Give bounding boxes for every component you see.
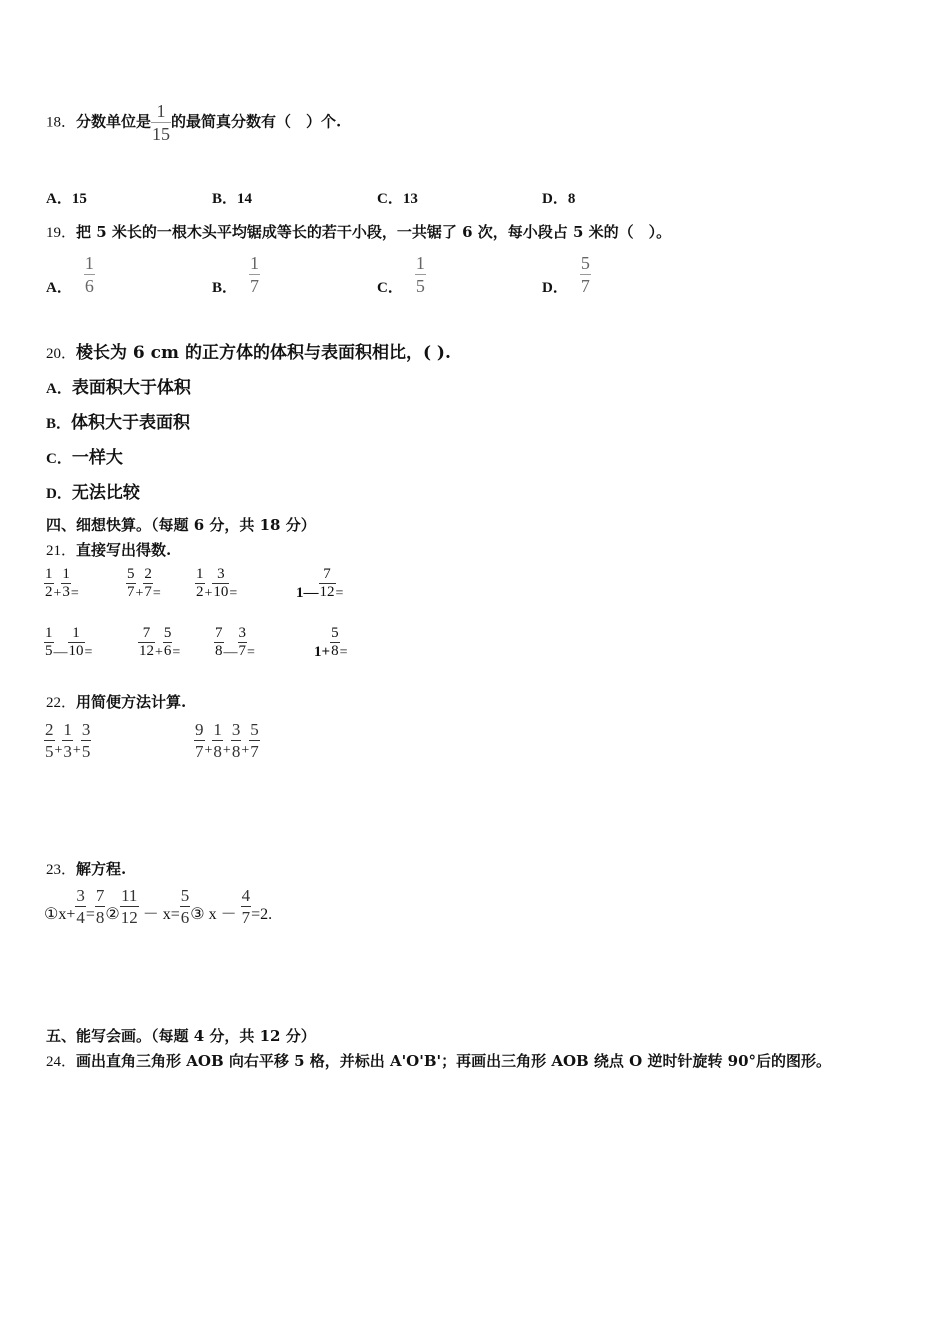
question-21 [46, 539, 171, 560]
q23-equations: ①x+ $\frac{3}{4}$ = $\frac{7}{8}$ ② $\frac{11}{12}$ － x= $\frac{5}{6}$ ③ x － $\frac{4}{7}$ =2. [44, 886, 273, 927]
question-number: 22． [46, 695, 77, 711]
question-text-after: 的最简真分数有（ ）个. [171, 112, 342, 131]
q20-option-b[interactable]: B．体积大于表面积 [46, 413, 191, 433]
q19-option-a[interactable]: A． $\frac{1}{6}$ [46, 253, 94, 296]
question-text: 棱长为 6 cm 的正方体的体积与表面积相比，( ). [76, 343, 451, 363]
circled-3: ③ [190, 906, 205, 924]
q19-option-c[interactable]: C． $\frac{1}{5}$ [377, 253, 425, 296]
question-24 [46, 1050, 831, 1071]
q21-expr-1: $\frac{1}{2}$ + $\frac{1}{3}$ = [45, 566, 79, 601]
q18-option-b[interactable]: B．14 [212, 191, 253, 207]
q18-option-c[interactable]: C．13 [377, 191, 418, 207]
q21-expr-5: $\frac{1}{5}$ — $\frac{1}{10}$ = [45, 625, 93, 660]
question-number: 19． [46, 225, 77, 241]
section-4-title: 四、细想快算。（每题 6 分，共 18 分） [46, 516, 316, 534]
question-text: 直接写出得数. [76, 541, 172, 559]
question-text: 用简便方法计算. [76, 693, 187, 711]
question-number: 21． [46, 543, 77, 559]
q18-option-a[interactable]: A．15 [46, 191, 87, 207]
question-text: 画出直角三角形 AOB 向右平移 5 格，并标出 A'O'B'；再画出三角形 AOB 绕点 O 逆时针旋转 90°后的图形。 [76, 1052, 832, 1070]
question-number: 18． [46, 114, 77, 131]
q22-expr-1: $\frac{2}{5}$ + $\frac{1}{3}$ + $\frac{3}{5}$ [45, 720, 91, 761]
q20-option-d[interactable]: D．无法比较 [46, 483, 140, 503]
circled-1: ① [44, 906, 59, 924]
question-18 [46, 102, 341, 143]
fraction: $\frac{1}{7}$ [250, 253, 260, 296]
fraction: $\frac{5}{7}$ [580, 253, 590, 296]
q19-option-b[interactable]: B． $\frac{1}{7}$ [212, 253, 260, 296]
fraction: $\frac{1}{5}$ [415, 253, 425, 296]
question-22 [46, 691, 186, 712]
question-20 [46, 338, 451, 363]
q21-expr-6: $\frac{7}{12}$ + $\frac{5}{6}$ = [139, 625, 181, 660]
question-19 [46, 221, 671, 242]
q21-expr-3: $\frac{1}{2}$ + $\frac{3}{10}$ = [196, 566, 238, 601]
question-number: 20． [46, 346, 77, 362]
q21-expr-8: 1+ $\frac{5}{8}$ = [314, 625, 348, 660]
section-5-title: 五、能写会画。（每题 4 分，共 12 分） [46, 1027, 316, 1045]
fraction-1-15: $\frac{1}{15}$ [152, 101, 171, 144]
circled-2: ② [105, 906, 120, 924]
q20-option-a[interactable]: A．表面积大于体积 [46, 378, 191, 398]
question-number: 24． [46, 1054, 77, 1070]
q21-expr-4: 1— $\frac{7}{12}$ = [296, 566, 344, 601]
fraction: $\frac{1}{6}$ [84, 253, 94, 296]
q18-option-d[interactable]: D．8 [542, 191, 576, 207]
question-text: 解方程. [76, 860, 127, 878]
q19-option-d[interactable]: D． $\frac{5}{7}$ [542, 253, 590, 296]
q21-expr-2: $\frac{5}{7}$ + $\frac{2}{7}$ = [127, 566, 161, 601]
q22-expr-2: $\frac{9}{7}$ + $\frac{1}{8}$ + $\frac{3}{8}$ + $\frac{5}{7}$ [195, 720, 259, 761]
question-text-before: 分数单位是 [76, 112, 152, 131]
question-number: 23． [46, 862, 77, 878]
question-text: 把 5 米长的一根木头平均锯成等长的若干小段，一共锯了 6 次，每小段占 5 米的（ ）。 [76, 223, 672, 241]
question-23 [46, 858, 126, 879]
q20-option-c[interactable]: C．一样大 [46, 448, 123, 468]
q21-expr-7: $\frac{7}{8}$ — $\frac{3}{7}$ = [215, 625, 255, 660]
